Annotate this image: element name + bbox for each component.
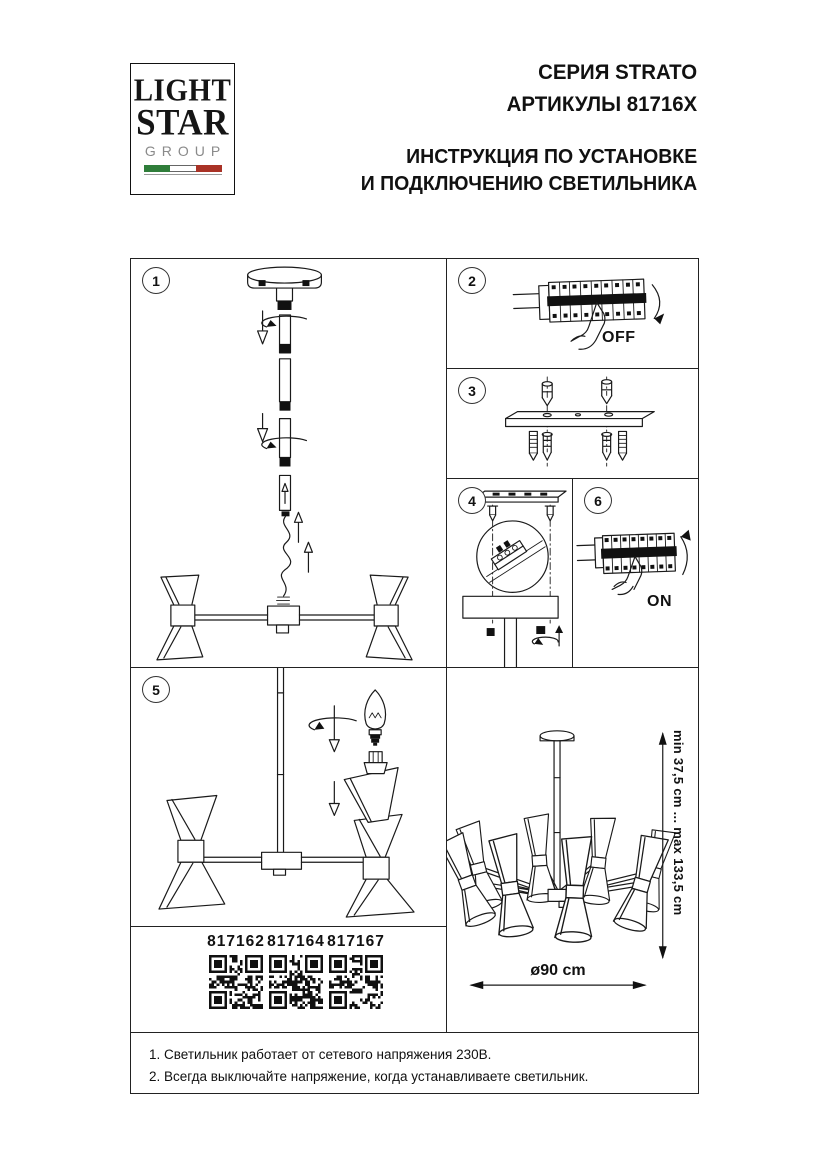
wall-anchor-icon — [619, 431, 627, 460]
qr-code-2 — [269, 955, 323, 1009]
step-1-diagram — [131, 259, 446, 667]
shade-icon — [366, 575, 412, 660]
instruction-grid — [130, 258, 699, 1094]
screw-icon — [602, 432, 612, 460]
screw-icon — [488, 506, 498, 521]
step-5-diagram — [131, 668, 446, 926]
flag-underline — [144, 174, 222, 175]
dimension-panel — [447, 668, 698, 1033]
articles-title: АРТИКУЛЫ 81716X — [506, 92, 697, 116]
step-2-badge: 2 — [458, 267, 486, 294]
shade-icon — [157, 575, 203, 660]
ceiling-canopy-icon — [248, 267, 322, 310]
shade-icon — [346, 814, 414, 917]
ceiling-canopy-icon — [540, 731, 574, 741]
qr-label-1: 817162 — [207, 933, 265, 950]
step-6-badge: 6 — [584, 487, 612, 514]
note-1: 1. Светильник работает от сетевого напряжения 230В. — [149, 1047, 492, 1062]
rotate-arrow-icon — [309, 706, 356, 752]
panel-step-1 — [131, 259, 447, 668]
hub-icon — [262, 852, 302, 869]
flag-green — [144, 165, 170, 172]
switch-up-arrow-icon — [681, 537, 688, 575]
lightstar-logo — [130, 63, 235, 195]
panel-step-6 — [573, 479, 698, 668]
instruction-title — [361, 143, 697, 197]
shade-icon — [159, 796, 225, 910]
down-arrow-icon — [329, 782, 339, 816]
panel-step-4 — [447, 479, 573, 668]
series-title: СЕРИЯ STRATO — [537, 60, 697, 84]
wall-anchor-icon — [529, 431, 537, 460]
qr-code-3 — [329, 955, 383, 1009]
logo-star-text: STAR — [136, 101, 229, 143]
flag-red — [196, 165, 222, 172]
panel-step-3 — [447, 369, 698, 479]
switch-down-arrow-icon — [652, 285, 659, 319]
footer-notes — [131, 1033, 698, 1093]
instruction-title-line1: ИНСТРУКЦИЯ ПО УСТАНОВКЕ — [405, 145, 697, 168]
diameter-dimension-arrow — [469, 981, 647, 989]
hub-icon — [268, 606, 300, 625]
qr-panel — [131, 927, 447, 1033]
step-5-badge: 5 — [142, 676, 170, 703]
step-4-badge: 4 — [458, 487, 486, 514]
terminal-block-icon — [487, 535, 546, 583]
note-2: 2. Всегда выключайте напряжение, когда устанавливаете светильник. — [149, 1068, 589, 1084]
flag-white — [170, 165, 196, 172]
off-label: OFF — [602, 329, 636, 346]
circuit-breaker-icon — [577, 533, 678, 574]
italian-flag-bar — [144, 165, 222, 172]
panel-step-5 — [131, 668, 447, 927]
canopy-plate-icon — [463, 596, 558, 618]
step-3-badge: 3 — [458, 377, 486, 404]
title-block — [361, 60, 697, 197]
step-1-badge: 1 — [142, 267, 170, 294]
panel-step-2 — [447, 259, 698, 369]
socket-ring-icon — [364, 752, 387, 774]
shade-icon — [344, 768, 398, 823]
hub-icon — [548, 889, 566, 901]
bulb-icon — [365, 690, 386, 746]
logo-group-text: GROUP — [144, 143, 227, 160]
on-label: ON — [647, 593, 672, 610]
height-range-label: min 37,5 cm ... max 133,5 cm — [671, 730, 686, 916]
instruction-title-line2: И ПОДКЛЮЧЕНИЮ СВЕТИЛЬНИКА — [360, 172, 697, 196]
cable-icon — [281, 516, 290, 596]
logo-light-text: LIGHT — [133, 73, 232, 109]
ceiling-bracket-icon — [477, 491, 566, 502]
mounting-bracket-icon — [506, 412, 655, 427]
qr-label-2: 817164 — [267, 933, 325, 950]
diameter-label: ø90 cm — [530, 962, 586, 979]
threaded-nipple-icon — [277, 597, 290, 604]
screw-icon — [542, 432, 552, 460]
qr-code-1 — [209, 955, 263, 1009]
screw-icon — [545, 506, 555, 521]
qr-label-3: 817167 — [327, 933, 385, 950]
circuit-breaker-icon — [513, 279, 647, 323]
